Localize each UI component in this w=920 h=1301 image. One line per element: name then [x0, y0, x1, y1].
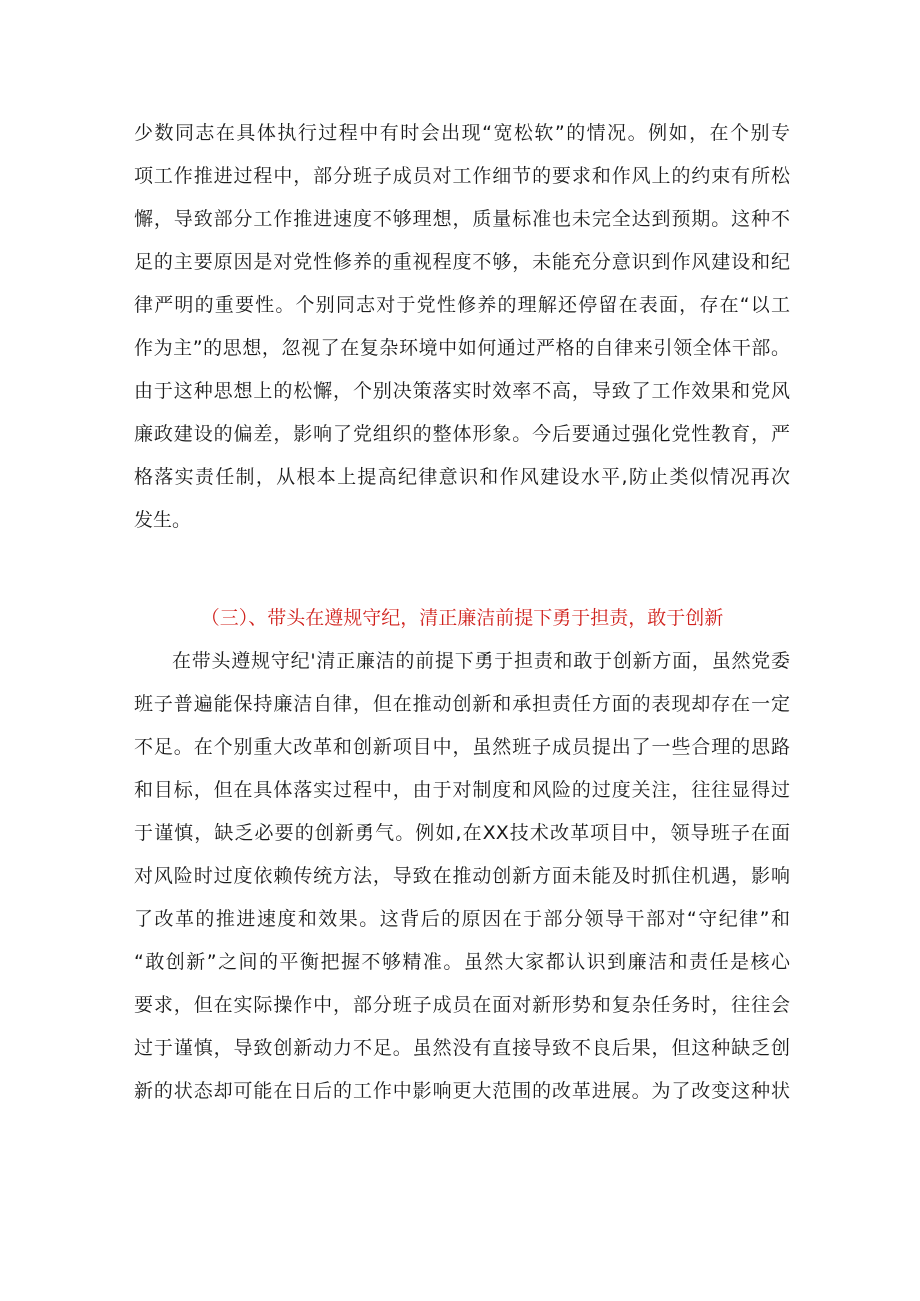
paragraph-line: 于谨慎，缺乏必要的创新勇气。例如,在XX技术改革项目中，领导班子在面: [134, 822, 790, 844]
paragraph-line: 了改革的推进速度和效果。这背后的原因在于部分领导干部对“守纪律”和: [134, 908, 790, 930]
paragraph-line: 格落实责任制，从根本上提高纪律意识和作风建设水平,防止类似情况再次: [134, 466, 790, 488]
paragraph-line: 在带头遵规守纪'清正廉洁的前提下勇于担责和敢于创新方面，虽然党委: [172, 650, 790, 672]
paragraph-line: 班子普遍能保持廉洁自律，但在推动创新和承担责任方面的表现却存在一定: [134, 693, 790, 715]
paragraph-line: 懈，导致部分工作推进速度不够理想，质量标准也未完全达到预期。这种不: [134, 208, 790, 230]
paragraph-line: 足的主要原因是对党性修养的重视程度不够，未能充分意识到作风建设和纪: [134, 251, 790, 273]
paragraph-1: [134, 112, 790, 542]
paragraph-line: 新的状态却可能在日后的工作中影响更大范围的改革进展。为了改变这种状: [134, 1080, 790, 1102]
paragraph-line: 要求，但在实际操作中，部分班子成员在面对新形势和复杂任务时，往往会: [134, 994, 790, 1016]
paragraph-line: “敢创新”之间的平衡把握不够精准。虽然大家都认识到廉洁和责任是核心: [134, 951, 790, 973]
paragraph-line: 发生。: [134, 509, 192, 531]
paragraph-line: 项工作推进过程中，部分班子成员对工作细节的要求和作风上的约束有所松: [134, 165, 790, 187]
paragraph-2: [134, 640, 790, 1113]
paragraph-line: 作为主”的思想，忽视了在复杂环境中如何通过严格的自律来引领全体干部。: [134, 337, 790, 359]
paragraph-line: 律严明的重要性。个别同志对于党性修养的理解还停留在表面，存在“以工: [134, 294, 790, 316]
paragraph-line: 廉政建设的偏差，影响了党组织的整体形象。今后要通过强化党性教育，严: [134, 423, 790, 445]
paragraph-line: 对风险时过度依赖传统方法，导致在推动创新方面未能及时抓住机遇，影响: [134, 865, 790, 887]
paragraph-line: 不足。在个别重大改革和创新项目中，虽然班子成员提出了一些合理的思路: [134, 736, 790, 758]
paragraph-line: 由于这种思想上的松懈，个别决策落实时效率不高，导致了工作效果和党风: [134, 380, 790, 402]
paragraph-line: 和目标，但在具体落实过程中，由于对制度和风险的过度关注，往往显得过: [134, 779, 790, 801]
section-heading: （三）、带头在遵规守纪，清正廉洁前提下勇于担责，敢于创新: [200, 607, 724, 629]
paragraph-line: 过于谨慎，导致创新动力不足。虽然没有直接导致不良后果，但这种缺乏创: [134, 1037, 790, 1059]
paragraph-line: 少数同志在具体执行过程中有时会出现“宽松软”的情况。例如，在个别专: [134, 122, 790, 144]
